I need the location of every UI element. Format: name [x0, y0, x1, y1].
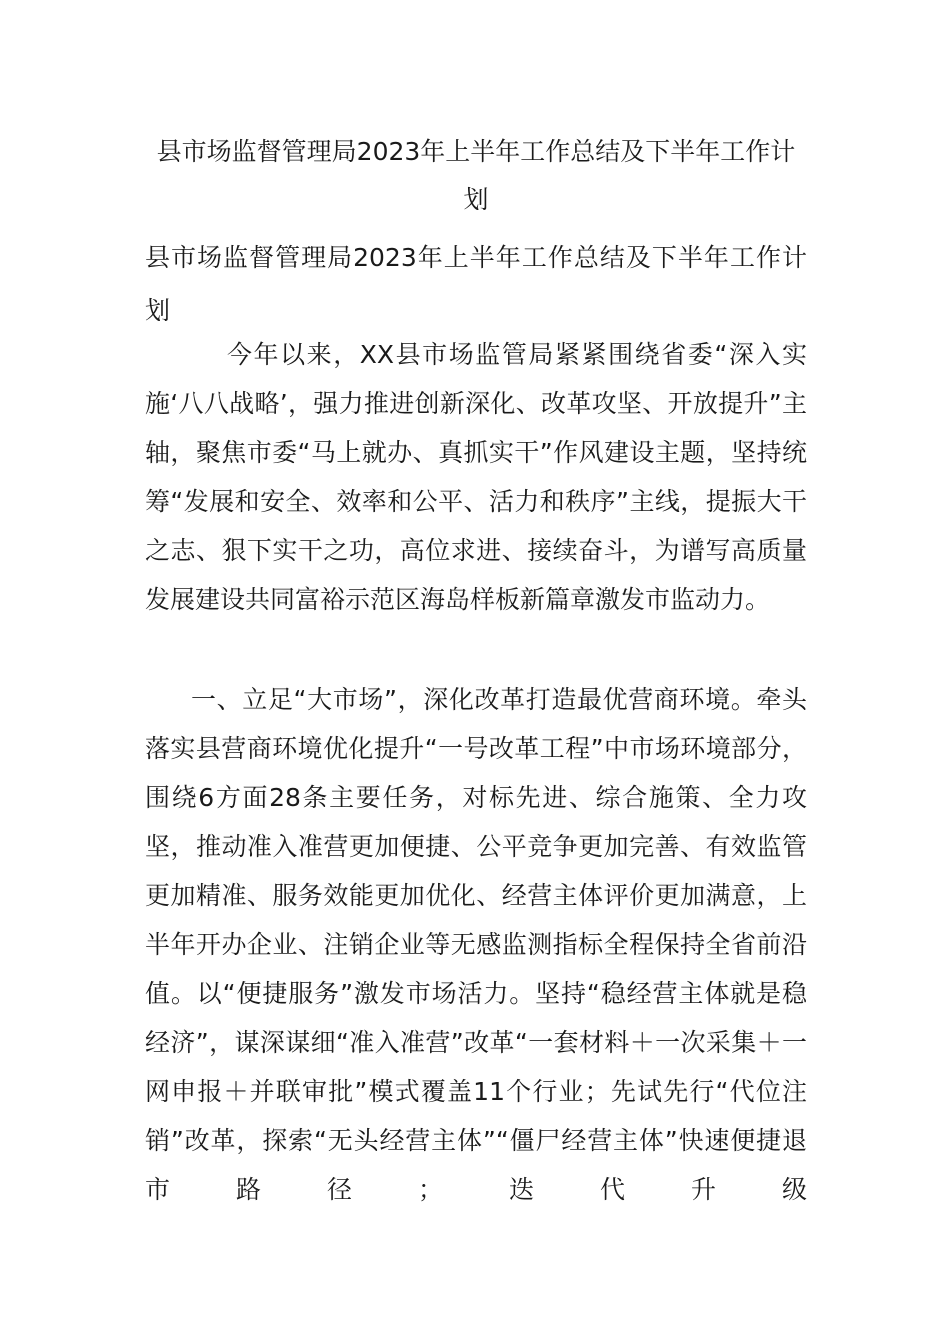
section-one-paragraph: 一、立足“大市场”，深化改革打造最优营商环境。牵头落实县营商环境优化提升“一号改革工程”中市场环境部分，围绕6方面28条主要任务，对标先进、综合施策、全力攻坚，推动准入准营更加便捷、公平竞争更加完善、有效监管更加精准、服务效能更加优化、经营主体评价更加满意，上半年开办企业、注销企业等无感监测指标全程保持全省前沿值。以“便捷服务”激发市场活力。坚持“稳经营主体就是稳经济”，谋深谋细“准入准营”改革“一套材料＋一次采集＋一网申报＋并联审批”模式覆盖11个行业；先试先行“代位注销”改革，探索“无头经营主体”“僵尸经营主体”快速便捷退市路径；迭代升级: [145, 685, 807, 1204]
intro-paragraph: 今年以来，XX县市场监管局紧紧围绕省委“深入实施‘八八战略’，强力推进创新深化、改革攻坚、开放提升”主轴，聚焦市委“马上就办、真抓实干”作风建设主题，坚持统筹“发展和安全、效率和公平、活力和秩序”主线，提振大干之志、狠下实干之功，高位求进、接续奋斗，为谱写高质量发展建设共同富裕示范区海岛样板新篇章激发市监动力。: [145, 340, 807, 614]
document-title: 县市场监督管理局2023年上半年工作总结及下半年工作计划: [156, 137, 796, 214]
document-subtitle: 县市场监督管理局2023年上半年工作总结及下半年工作计划: [145, 243, 807, 325]
